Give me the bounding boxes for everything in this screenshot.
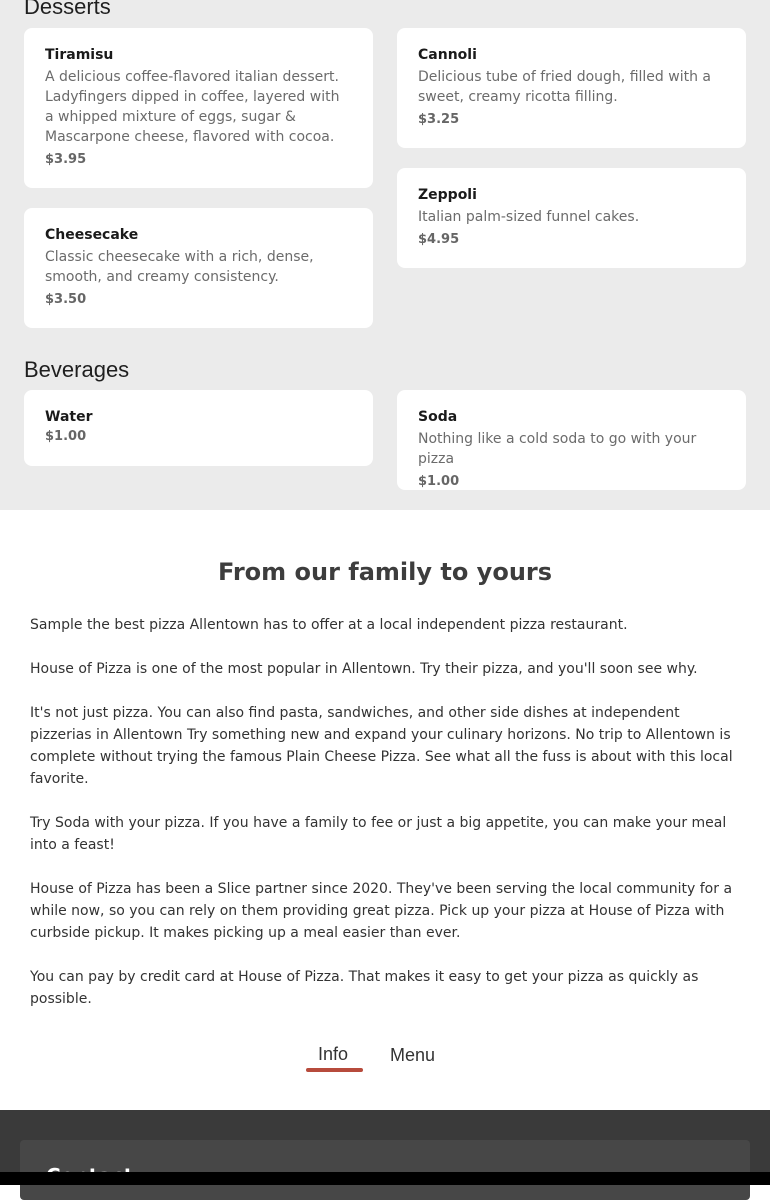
about-paragraph: Try Soda with your pizza. If you have a family to fee or just a big appetite, you can make your meal into a feast! xyxy=(30,815,727,853)
menu-item-card-cannoli[interactable] xyxy=(397,28,746,148)
menu-item-card-cheesecake[interactable] xyxy=(24,208,373,328)
menu-item-description: Classic cheesecake with a rich, dense, smooth, and creamy consistency. xyxy=(45,249,314,285)
menu-item-card-water[interactable] xyxy=(24,390,373,466)
menu-item-name: Soda xyxy=(418,409,458,425)
menu-item-card-soda[interactable] xyxy=(397,390,746,490)
menu-item-name: Cannoli xyxy=(418,47,477,63)
about-text xyxy=(30,614,742,1032)
menu-item-price: $3.50 xyxy=(45,292,87,307)
about-paragraph: It's not just pizza. You can also find pasta, sandwiches, and other side dishes at independent pizzerias in Allentown Try something new and expand your culinary horizons. No trip to Allentown is complete without trying the famous Plain Cheese Pizza. See what all the fuss is about with this local favorite. xyxy=(30,705,733,787)
tab-menu[interactable]: Menu xyxy=(390,1045,436,1065)
active-tab-indicator xyxy=(306,1068,363,1072)
menu-item-name: Cheesecake xyxy=(45,227,139,243)
about-paragraph: House of Pizza is one of the most popular in Allentown. Try their pizza, and you'll soon see why. xyxy=(30,661,698,677)
about-heading: From our family to yours xyxy=(217,558,553,586)
desserts-heading: Desserts xyxy=(24,0,111,19)
beverages-heading: Beverages xyxy=(24,357,130,382)
menu-item-price: $1.00 xyxy=(418,474,460,489)
menu-item-price: $3.95 xyxy=(45,152,87,167)
menu-section xyxy=(0,0,770,510)
about-paragraph: You can pay by credit card at House of Pizza. That makes it easy to get your pizza as quickly as possible. xyxy=(30,969,699,1007)
tab-info[interactable]: Info xyxy=(318,1044,349,1064)
menu-item-price: $1.00 xyxy=(45,429,87,444)
tab-bar xyxy=(0,1040,770,1080)
menu-item-description: Nothing like a cold soda to go with your pizza xyxy=(418,431,697,467)
menu-item-name: Water xyxy=(45,409,93,425)
menu-item-description: Delicious tube of fried dough, filled with a sweet, creamy ricotta filling. xyxy=(418,69,711,105)
menu-item-price: $3.25 xyxy=(418,112,460,127)
menu-item-name: Tiramisu xyxy=(45,47,114,63)
menu-item-name: Zeppoli xyxy=(418,187,477,203)
contact-card xyxy=(20,1140,750,1200)
menu-item-card-zeppoli[interactable] xyxy=(397,168,746,268)
menu-item-price: $4.95 xyxy=(418,232,460,247)
about-paragraph: Sample the best pizza Allentown has to offer at a local independent pizza restaurant. xyxy=(30,617,628,633)
menu-item-card-tiramisu[interactable] xyxy=(24,28,373,188)
about-paragraph: House of Pizza has been a Slice partner since 2020. They've been serving the local community for a while now, so you can rely on them providing great pizza. Pick up your pizza at House of Pizza with curbside pickup. It makes picking up a meal easier than ever. xyxy=(30,881,733,941)
menu-item-description: Italian palm-sized funnel cakes. xyxy=(418,209,640,225)
menu-item-description: A delicious coffee-flavored italian dessert. Ladyfingers dipped in coffee, layered with a whipped mixture of eggs, sugar & Mascarpone cheese, flavored with cocoa. xyxy=(45,69,340,145)
bottom-bar xyxy=(0,1172,770,1185)
